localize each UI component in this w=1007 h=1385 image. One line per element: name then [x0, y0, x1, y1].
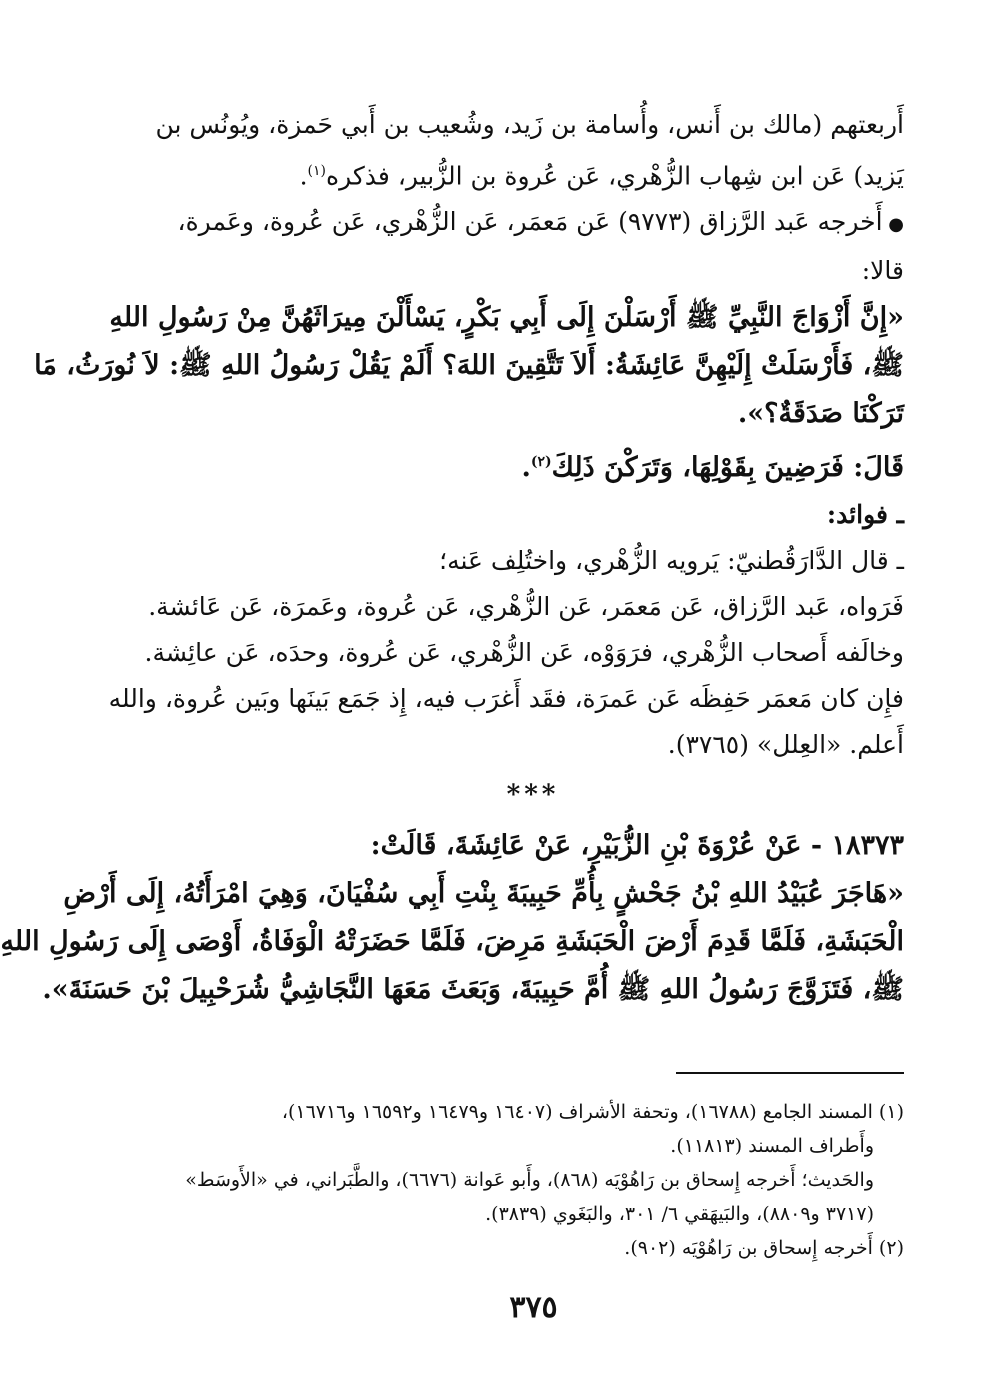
text-line: ـ قال الدَّارَقُطنيّ: يَرويه الزُّهْري، واختُلِف عَنه؛ [439, 546, 904, 576]
text-line: أَعلم. «العِلل» (٣٧٦٥). [667, 730, 904, 760]
footnote-1: (١) المسند الجامع (١٦٧٨٨)، وتحفة الأشراف (١٦٤٠٧ و١٦٤٧٩ و١٦٥٩٢ و١٦٧١٦)، [281, 1101, 904, 1123]
footnote-1-continued: (٣٧١٧ و٨٨٠٩)، والبَيهَقي ٦/ ٣٠١، والبَغَوي (٣٨٣٩). [485, 1203, 874, 1225]
hadith-line-content: قَالَ: فَرَضِينَ بِقَوْلِهَا، وَتَرَكْنَ ذَلِكَ [551, 452, 904, 484]
footnote-ref-2[interactable]: (٢) [530, 454, 552, 471]
takhrij-line: ● أَخرجه عَبد الرَّزاق (٩٧٧٣) عَن مَعمَر، عَن الزُّهْري، عَن عُروة، وعَمرة، [162, 199, 904, 248]
footnotes [162, 1095, 904, 1265]
text-line: قالا: [861, 256, 904, 286]
text-line: فَرَواه، عَبد الرَّزاق، عَن مَعمَر، عَن الزُّهْري، عَن عُروة، وعَمرَة، عَن عَائشة. [148, 592, 904, 622]
footnote-1-continued: وأَطراف المسند (١١٨١٣). [670, 1135, 874, 1157]
section-separator-stars: *** [506, 780, 560, 811]
benefits-heading: ـ فوائد: [826, 500, 904, 530]
hadith-number-line: ١٨٣٧٣ - عَنْ عُرْوَةَ بْنِ الزُّبَيْرِ، عَنْ عَائِشَةَ، قَالَتْ: [370, 830, 904, 862]
hadith-line: «إِنَّ أَزْوَاجَ النَّبِيِّ ﷺ أَرْسَلْنَ إِلَى أَبِي بَكْرٍ، يَسْأَلْنَ مِيرَاثَهُنَّ مِنْ رَسُولِ اللهِ [109, 302, 904, 334]
footnote-separator [676, 1072, 904, 1074]
hadith-line: ﷺ، فَأَرْسَلَتْ إِلَيْهِنَّ عَائِشَةُ: أَلاَ تَتَّقِينَ اللهَ؟ أَلَمْ يَقُلْ رَسُولُ اللهِ ﷺ: لاَ نُورَثُ، مَا [34, 350, 904, 382]
footnote-2: (٢) أَخرجه إِسحاق بن رَاهُوْيَه (٩٠٢). [624, 1237, 904, 1259]
text-line: وخالَفه أَصحاب الزُّهْري، فرَوَوْه، عَن الزُّهْري، عَن عُروة، وحدَه، عَن عائِشة. [144, 638, 904, 668]
hadith-line: ﷺ، فَتَزَوَّجَ رَسُولُ اللهِ ﷺ أُمَّ حَبِيبَةَ، وَبَعَثَ مَعَهَا النَّجَاشِيُّ شُرَحْبِيلَ بْنَ حَسَنَةَ». [42, 974, 904, 1006]
main-text [0, 102, 904, 1014]
hadith-18373 [0, 822, 904, 1014]
footnote-1-continued: والحَديث؛ أَخرجه إِسحاق بن رَاهُوْيَه (٨٦٨)، وأَبو عَوانة (٦٦٧٦)، والطَّبَراني، في «الأَوسَط» [185, 1169, 874, 1191]
hadith-line: قَالَ: فَرَضِينَ بِقَوْلِهَا، وَتَرَكْنَ ذَلِكَ$^{(٢)}$. [521, 452, 904, 484]
hadith-line: «هَاجَرَ عُبَيْدُ اللهِ بْنُ جَحْشٍ بِأُمِّ حَبِيبَةَ بِنْتِ أَبِي سُفْيَانَ، وَهِيَ امْرَأَتُهُ، إِلَى أَرْضِ [63, 878, 904, 910]
text-line: يَزيد) عَن ابن شِهاب الزُّهْري، عَن عُروة بن الزُّبير، فذكره$^{(١)}$. [299, 161, 904, 191]
text-line-content: يَزيد) عَن ابن شِهاب الزُّهْري، عَن عُروة بن الزُّبير، فذكره [326, 161, 904, 191]
quoted-hadith [34, 294, 904, 492]
hadith-line: الْحَبَشَةِ، فَلَمَّا قَدِمَ أَرْضَ الْحَبَشَةِ مَرِضَ، فَلَمَّا حَضَرَتْهُ الْوَفَاةُ، أَوْصَى إِلَى رَسُولِ اللهِ [0, 926, 904, 958]
footnote-ref-1[interactable]: (١) [307, 163, 326, 179]
text-line: أَربعتهم (مالك بن أَنس، وأُسامة بن زَيد، وشُعيب بن أَبي حَمزة، ويُونُس بن [155, 110, 904, 139]
text-line: فإِن كان مَعمَر حَفِظَه عَن عَمرَة، فقَد أَغرَب فيه، إِذ جَمَع بَينَها وبَين عُروة، والله [108, 684, 904, 714]
page-number: ٣٧٥ [509, 1290, 558, 1325]
hadith-line: تَرَكْنَا صَدَقَةٌ؟». [737, 398, 904, 430]
